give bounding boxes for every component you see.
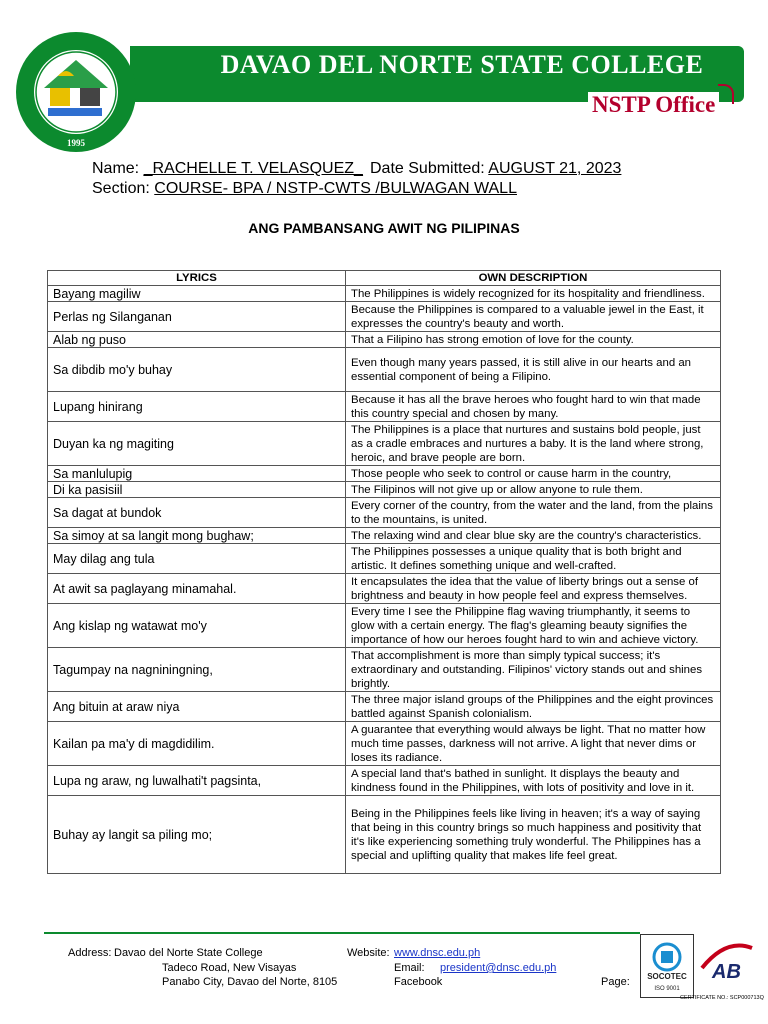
description-cell: A guarantee that everything would always be light. That no matter how much time passes, darkness will not arrive. A light that never dims or loses its radiance.: [346, 722, 721, 766]
lyrics-cell: May dilag ang tula: [48, 544, 346, 574]
lyrics-cell: Sa simoy at sa langit mong bughaw;: [48, 528, 346, 544]
jab-accreditation-logo: [696, 938, 756, 988]
description-cell: The Philippines possesses a unique quality that is both bright and artistic. It defines something unique and well-crafted.: [346, 544, 721, 574]
name-value: _RACHELLE T. VELASQUEZ_: [143, 160, 363, 177]
name-line: [92, 160, 363, 178]
table-row: [48, 466, 721, 482]
date-value: AUGUST 21, 2023: [488, 160, 622, 177]
lyrics-cell: Ang bituin at araw niya: [48, 692, 346, 722]
table-row: [48, 286, 721, 302]
table-row: [48, 422, 721, 466]
table-row: [48, 604, 721, 648]
address-line-2: Tadeco Road, New Visayas: [162, 962, 297, 974]
date-line: [370, 160, 621, 178]
table-row: [48, 332, 721, 348]
address-line-1: Davao del Norte State College: [114, 947, 263, 959]
table-row: [48, 498, 721, 528]
office-swoosh: [718, 84, 734, 104]
table-row: [48, 348, 721, 392]
description-cell: Every corner of the country, from the water and the land, from the plains to the mountains, is united.: [346, 498, 721, 528]
svg-text:ISO 9001: ISO 9001: [654, 986, 680, 992]
table-row: [48, 766, 721, 796]
footer-divider: [44, 932, 640, 934]
table-row: [48, 796, 721, 874]
college-seal-logo: [14, 30, 138, 154]
description-cell: That a Filipino has strong emotion of love for the county.: [346, 332, 721, 348]
description-cell: Every time I see the Philippine flag waving triumphantly, it seems to glow with a certain energy. The flag's gleaming beauty signifies the importance of how our heroes fought hard to win and achieve victory.: [346, 604, 721, 648]
description-cell: The Philippines is a place that nurtures and sustains bold people, just as a cradle embraces and nurtures a baby. It is the land where strong, heroic, and brave people are born.: [346, 422, 721, 466]
description-cell: The relaxing wind and clear blue sky are the country's characteristics.: [346, 528, 721, 544]
description-cell: The Filipinos will not give up or allow anyone to rule them.: [346, 482, 721, 498]
lyrics-cell: Tagumpay na nagniningning,: [48, 648, 346, 692]
lyrics-cell: Kailan pa ma'y di magdidilim.: [48, 722, 346, 766]
description-cell: The three major island groups of the Philippines and the eight provinces battled against Spanish colonialism.: [346, 692, 721, 722]
facebook-label: Facebook: [394, 976, 443, 988]
lyrics-cell: Bayang magiliw: [48, 286, 346, 302]
description-cell: The Philippines is widely recognized for its hospitality and friendliness.: [346, 286, 721, 302]
svg-text:SOCOTEC: SOCOTEC: [647, 972, 687, 981]
table-row: [48, 692, 721, 722]
lyrics-cell: Buhay ay langit sa piling mo;: [48, 796, 346, 874]
lyrics-cell: Perlas ng Silanganan: [48, 302, 346, 332]
lyrics-header: LYRICS: [48, 271, 346, 286]
table-row: [48, 302, 721, 332]
email-link[interactable]: president@dnsc.edu.ph: [440, 962, 557, 974]
certificate-number: CERTIFICATE NO.: SCP000713Q: [680, 995, 764, 1001]
website-link[interactable]: www.dnsc.edu.ph: [394, 947, 481, 959]
description-cell: It encapsulates the idea that the value of liberty brings out a sense of brightness and beauty in how people feel and express themselves.: [346, 574, 721, 604]
table-row: [48, 528, 721, 544]
section-value: COURSE- BPA / NSTP-CWTS /BULWAGAN WALL: [154, 180, 517, 197]
table-row: [48, 482, 721, 498]
website-label: Website:: [347, 947, 390, 959]
email-label: Email:: [394, 962, 425, 974]
address-line-3: Panabo City, Davao del Norte, 8105: [162, 976, 338, 988]
description-header: OWN DESCRIPTION: [346, 271, 721, 286]
office-name: NSTP Office: [588, 92, 719, 118]
table-row: [48, 722, 721, 766]
description-cell: Being in the Philippines feels like living in heaven; it's a way of saying that being in this country brings so much happiness and positivity that it's like experiencing something truly wonderful. The Philippines has a special and uplifting quality that makes life feel great.: [346, 796, 721, 874]
lyrics-cell: At awit sa paglayang minamahal.: [48, 574, 346, 604]
socotec-certification-logo: [640, 934, 694, 998]
section-line: [92, 180, 517, 198]
table-header-row: [48, 271, 721, 286]
lyrics-cell: Lupa ng araw, ng luwalhati't pagsinta,: [48, 766, 346, 796]
lyrics-cell: Sa manlulupig: [48, 466, 346, 482]
description-cell: A special land that's bathed in sunlight. It displays the beauty and kindness found in the Philippines, with lots of positivity and love in it.: [346, 766, 721, 796]
lyrics-cell: Ang kislap ng watawat mo'y: [48, 604, 346, 648]
table-row: [48, 648, 721, 692]
date-label: Date Submitted:: [370, 160, 485, 177]
lyrics-cell: Alab ng puso: [48, 332, 346, 348]
svg-text:AB: AB: [712, 961, 741, 983]
description-cell: Because the Philippines is compared to a valuable jewel in the East, it expresses the country's beauty and worth.: [346, 302, 721, 332]
svg-text:1995: 1995: [67, 138, 85, 148]
table-row: [48, 544, 721, 574]
lyrics-cell: Di ka pasisiil: [48, 482, 346, 498]
table-row: [48, 574, 721, 604]
lyrics-cell: Duyan ka ng magiting: [48, 422, 346, 466]
table-body: [48, 286, 721, 874]
description-cell: Those people who seek to control or cause harm in the country,: [346, 466, 721, 482]
lyrics-cell: Sa dagat at bundok: [48, 498, 346, 528]
table-row: [48, 392, 721, 422]
lyrics-cell: Sa dibdib mo'y buhay: [48, 348, 346, 392]
college-title: DAVAO DEL NORTE STATE COLLEGE: [220, 50, 704, 79]
section-label: Section:: [92, 180, 150, 197]
name-label: Name:: [92, 160, 140, 177]
description-cell: That accomplishment is more than simply typical success; it's extraordinary and outstanding. Filipinos' victory stands out and shines brightly.: [346, 648, 721, 692]
page-label: Page:: [601, 976, 630, 988]
document-title: ANG PAMBANSANG AWIT NG PILIPINAS: [248, 220, 520, 236]
description-cell: Even though many years passed, it is still alive in our hearts and an essential component of being a Filipino.: [346, 348, 721, 392]
address-label: Address:: [68, 947, 112, 959]
lyrics-cell: Lupang hinirang: [48, 392, 346, 422]
lyrics-table: [47, 270, 721, 874]
description-cell: Because it has all the brave heroes who fought hard to win that made this country special and chosen by many.: [346, 392, 721, 422]
